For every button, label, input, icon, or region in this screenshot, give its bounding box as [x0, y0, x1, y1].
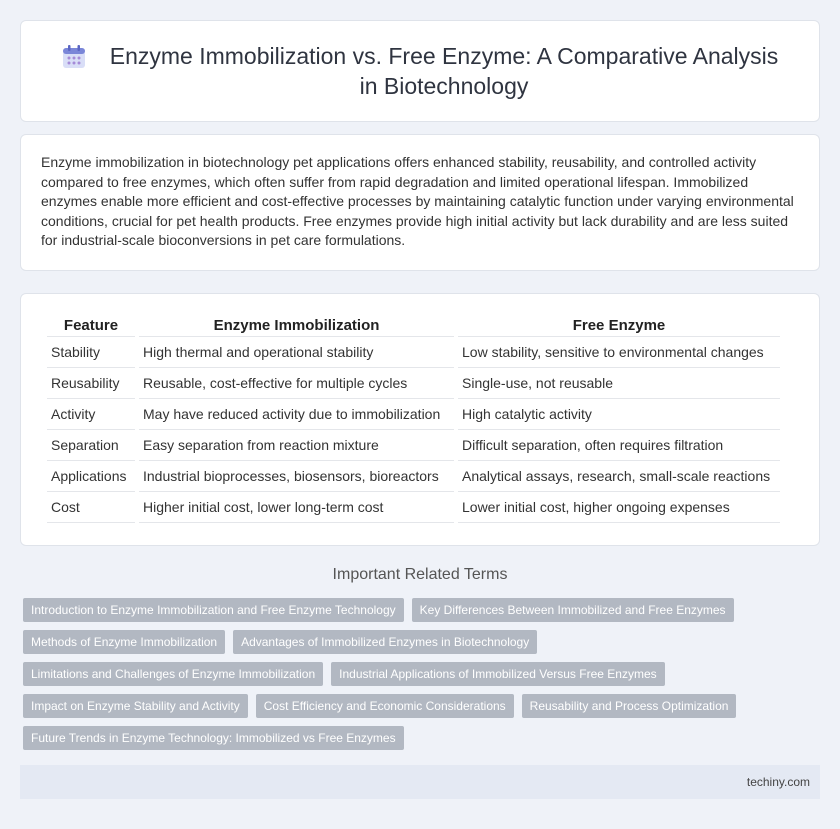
table-row [47, 368, 780, 399]
related-term-tag[interactable]: Impact on Enzyme Stability and Activity [23, 694, 248, 718]
related-terms-list [23, 598, 803, 758]
feature-cell: Applications [47, 461, 135, 492]
related-term-tag[interactable]: Industrial Applications of Immobilized Versus Free Enzymes [331, 662, 664, 686]
feature-cell: Stability [47, 337, 135, 368]
table-row [47, 430, 780, 461]
immobilization-cell: Easy separation from reaction mixture [139, 430, 454, 461]
table-row [47, 461, 780, 492]
related-term-tag[interactable]: Cost Efficiency and Economic Considerations [256, 694, 514, 718]
comparison-table [43, 314, 784, 523]
immobilization-cell: High thermal and operational stability [139, 337, 454, 368]
related-term-tag[interactable]: Future Trends in Enzyme Technology: Immobilized vs Free Enzymes [23, 726, 404, 750]
related-term-tag[interactable]: Key Differences Between Immobilized and Free Enzymes [412, 598, 734, 622]
related-term-tag[interactable]: Methods of Enzyme Immobilization [23, 630, 225, 654]
table-row [47, 492, 780, 523]
header-immobilization: Enzyme Immobilization [139, 314, 454, 337]
page-title: Enzyme Immobilization vs. Free Enzyme: A Comparative Analysis in Biotechnology [109, 43, 779, 99]
free-enzyme-cell: Lower initial cost, higher ongoing expenses [458, 492, 780, 523]
table-row [47, 337, 780, 368]
feature-cell: Separation [47, 430, 135, 461]
calendar-icon [61, 44, 87, 70]
free-enzyme-cell: Difficult separation, often requires filtration [458, 430, 780, 461]
free-enzyme-cell: Analytical assays, research, small-scale reactions [458, 461, 780, 492]
free-enzyme-cell: High catalytic activity [458, 399, 780, 430]
related-term-tag[interactable]: Introduction to Enzyme Immobilization and Free Enzyme Technology [23, 598, 404, 622]
immobilization-cell: Industrial bioprocesses, biosensors, bioreactors [139, 461, 454, 492]
feature-cell: Activity [47, 399, 135, 430]
immobilization-cell: May have reduced activity due to immobilization [139, 399, 454, 430]
immobilization-cell: Reusable, cost-effective for multiple cycles [139, 368, 454, 399]
intro-card [20, 134, 820, 271]
feature-cell: Reusability [47, 368, 135, 399]
free-enzyme-cell: Low stability, sensitive to environmental changes [458, 337, 780, 368]
title-card [20, 20, 820, 122]
table-header-row [47, 314, 780, 337]
free-enzyme-cell: Single-use, not reusable [458, 368, 780, 399]
header-feature: Feature [47, 314, 135, 337]
immobilization-cell: Higher initial cost, lower long-term cost [139, 492, 454, 523]
footer-brand[interactable]: techiny.com [746, 775, 810, 789]
table-row [47, 399, 780, 430]
footer [20, 765, 820, 799]
related-terms-title: Important Related Terms [332, 566, 508, 583]
comparison-card [20, 293, 820, 546]
header-free-enzyme: Free Enzyme [458, 314, 780, 337]
related-term-tag[interactable]: Advantages of Immobilized Enzymes in Biotechnology [233, 630, 537, 654]
related-term-tag[interactable]: Limitations and Challenges of Enzyme Immobilization [23, 662, 323, 686]
intro-text: Enzyme immobilization in biotechnology pet applications offers enhanced stability, reusability, and controlled activity compared to free enzymes, which often suffer from rapid degradation and limited operational lifespan. Immobilized enzymes enable more efficient and cost-effective processes by maintaining catalytic function under varying environmental conditions, crucial for pet health products. Free enzymes provide high initial activity but lack durability and are less suited for industrial-scale bioconversions in pet care formulations. [41, 154, 794, 248]
related-term-tag[interactable]: Reusability and Process Optimization [522, 694, 737, 718]
feature-cell: Cost [47, 492, 135, 523]
